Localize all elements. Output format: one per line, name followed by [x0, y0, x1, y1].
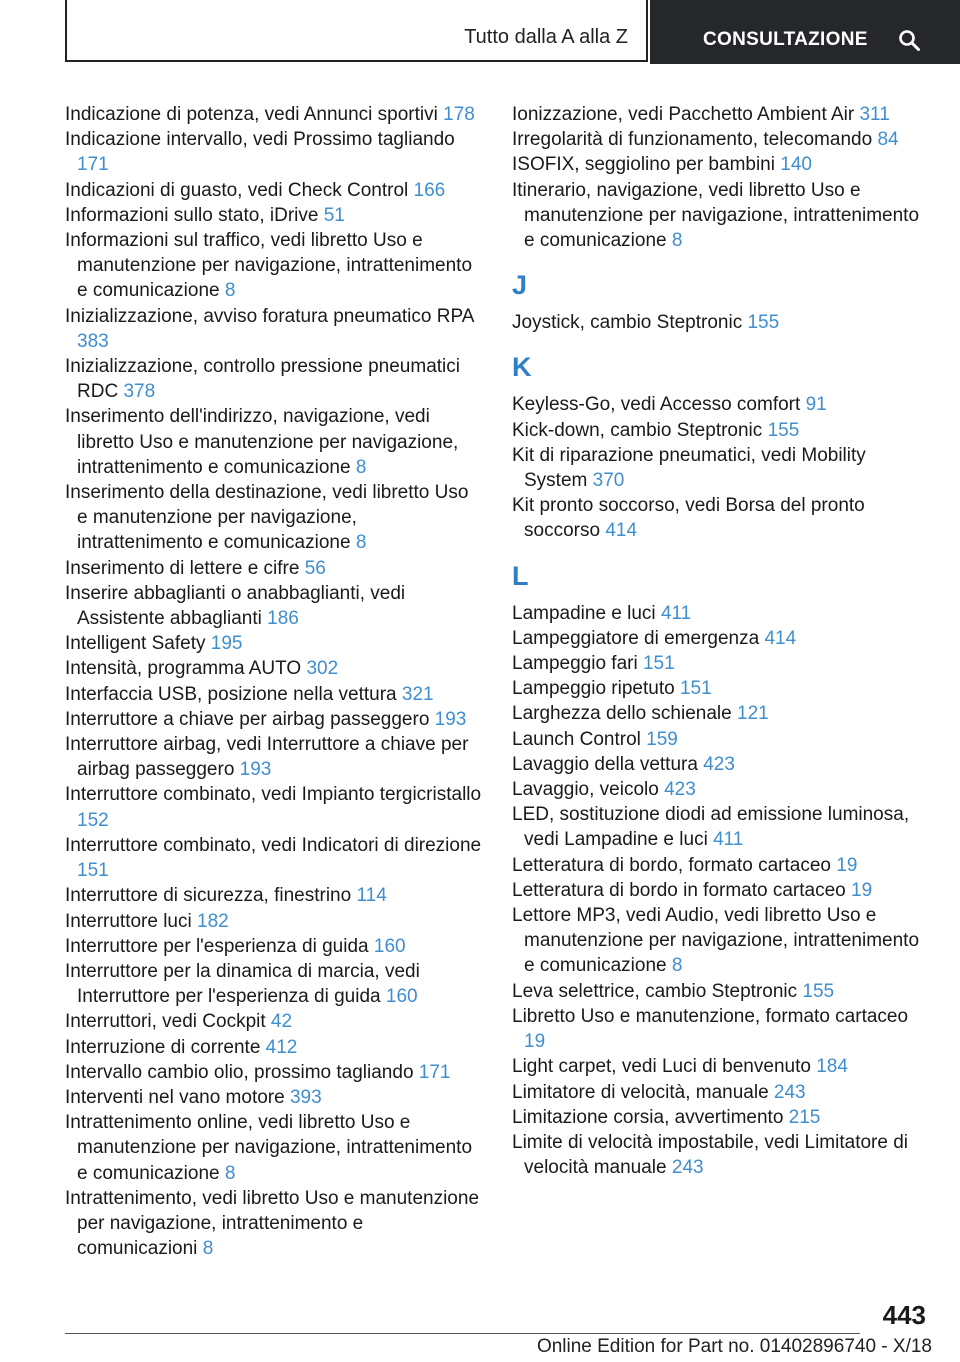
index-entry-text: Lampeggiatore di emergenza [512, 627, 760, 649]
index-entry-text: Lettore MP3, vedi Audio, vedi libretto Uso e manutenzione per navigazione, intrattenimento e comunicazione [512, 905, 920, 977]
index-entry-text: Libretto Uso e manutenzione, formato cartaceo [512, 1005, 909, 1027]
index-entry-text: Lavaggio della vettura [512, 753, 698, 775]
index-entry [65, 102, 483, 127]
index-column-right [512, 102, 930, 1180]
index-entry-text: Inizializzazione, avviso foratura pneumatico RPA [65, 305, 474, 327]
index-page-link[interactable]: 321 [401, 683, 434, 705]
index-entry [512, 127, 930, 152]
index-entry-text: Joystick, cambio Steptronic [512, 312, 743, 334]
index-entry [512, 1054, 930, 1079]
index-entry-text: Informazioni sullo stato, iDrive [65, 204, 319, 226]
index-entry-text: Intensità, programma AUTO [65, 658, 302, 680]
index-page-link[interactable]: 151 [77, 860, 109, 882]
index-entry [65, 404, 483, 480]
index-entry-text: Lampeggio fari [512, 653, 638, 675]
index-entry-text: Limite di velocità impostabile, vedi Limitatore di velocità manuale [512, 1131, 909, 1179]
index-group-l [512, 601, 930, 1181]
index-page-link[interactable]: 140 [780, 154, 812, 176]
index-page-link[interactable]: 19 [836, 854, 858, 876]
index-entry [65, 1035, 483, 1060]
index-entry [65, 631, 483, 656]
index-entry-text: Interruzione di corrente [65, 1036, 261, 1058]
index-entry-text: Letteratura di bordo in formato cartaceo [512, 879, 846, 901]
index-entry [65, 1110, 483, 1186]
index-entry [512, 979, 930, 1004]
index-page-link[interactable]: 370 [592, 470, 625, 492]
index-page-link[interactable]: 393 [289, 1086, 322, 1108]
index-entry-text: Interruttore luci [65, 910, 192, 932]
index-page-link[interactable]: 378 [123, 381, 156, 403]
index-entry-text: LED, sostituzione diodi ad emissione luminosa, vedi Lampadine e luci [512, 804, 910, 851]
index-entry-text: Launch Control [512, 728, 641, 750]
index-entry-text: Interruttori, vedi Cockpit [65, 1011, 266, 1033]
index-entry-text: Inserimento della destinazione, vedi libretto Uso e manutenzione per navigazione, intrattenimento e comunicazione [65, 482, 469, 554]
index-page-link[interactable]: 302 [306, 658, 339, 680]
index-entry-text: Inizializzazione, controllo pressione pneumatici RDC [65, 356, 460, 403]
index-page-link[interactable]: 186 [267, 608, 299, 630]
index-page-link[interactable]: 152 [77, 809, 109, 831]
index-entry-text: Interventi nel vano motore [65, 1086, 285, 1108]
index-page-link[interactable]: 155 [767, 419, 800, 441]
index-entry-text: Interruttore per l'esperienza di guida [65, 935, 369, 957]
index-page-link[interactable]: 215 [788, 1106, 821, 1128]
index-page-link[interactable]: 84 [877, 129, 899, 151]
index-entry [512, 152, 930, 177]
index-entry [512, 1004, 930, 1054]
index-entry [512, 777, 930, 802]
footer-text: Online Edition for Part no. 01402896740 - X/18 [536, 1336, 932, 1357]
index-page-link[interactable]: 171 [77, 154, 109, 176]
index-entry-text: Lampeggio ripetuto [512, 678, 675, 700]
index-entry [65, 883, 483, 908]
index-entry [65, 228, 483, 304]
index-page-link[interactable]: 423 [664, 779, 696, 801]
index-letter-k: K [512, 352, 532, 383]
index-page-link[interactable]: 151 [642, 653, 675, 675]
index-entry [512, 752, 930, 777]
search-icon [897, 28, 921, 52]
index-entry [65, 656, 483, 681]
section-title: Tutto dalla A alla Z [464, 26, 628, 48]
index-entry-text: Limitazione corsia, avvertimento [512, 1106, 784, 1128]
index-entry-text: Kick-down, cambio Steptronic [512, 419, 763, 441]
index-entry-text: Interruttore a chiave per airbag passeggero [65, 708, 430, 730]
index-page-link[interactable]: 243 [773, 1081, 806, 1103]
index-entry [512, 802, 930, 852]
index-page-link[interactable]: 19 [524, 1031, 546, 1053]
index-page-link[interactable]: 383 [77, 330, 109, 352]
index-entry-text: Intrattenimento, vedi libretto Uso e manutenzione per navigazione, intrattenimento e comunicazioni [65, 1187, 480, 1260]
index-page-link[interactable]: 51 [323, 204, 345, 226]
index-entry-text: Interruttore di sicurezza, finestrino [65, 885, 352, 907]
index-page-link[interactable]: 243 [671, 1157, 704, 1179]
index-page-link[interactable]: 159 [646, 728, 678, 750]
index-entry [512, 102, 930, 127]
index-entry [65, 203, 483, 228]
index-entry [512, 418, 930, 443]
index-page-link[interactable]: 311 [859, 104, 890, 125]
index-entry [65, 682, 483, 707]
index-entry [65, 1085, 483, 1110]
index-entry-text: Indicazioni di guasto, vedi Check Control [65, 179, 409, 201]
index-entry-text: Interruttore combinato, vedi Impianto tergicristallo [65, 784, 482, 806]
index-entry [65, 127, 483, 177]
index-page-link[interactable]: 411 [660, 602, 692, 624]
index-page-link[interactable]: 8 [355, 532, 367, 554]
index-entry-text: Leva selettrice, cambio Steptronic [512, 980, 798, 1002]
index-entry [512, 443, 930, 493]
index-entry-text: Intelligent Safety [65, 633, 206, 655]
index-page-link[interactable]: 414 [764, 627, 797, 649]
index-entry [512, 493, 930, 543]
index-entry [512, 727, 930, 752]
page-header [0, 0, 960, 66]
page-number: 443 [882, 1300, 926, 1330]
index-entry [65, 707, 483, 732]
index-page-link[interactable]: 195 [210, 633, 243, 655]
chapter-tab [650, 0, 960, 64]
index-entry [512, 676, 930, 701]
index-entry [65, 304, 483, 354]
index-group-j [512, 310, 930, 335]
index-page-link[interactable]: 8 [224, 280, 236, 302]
index-page-link[interactable]: 160 [373, 935, 406, 957]
index-entry-text: Indicazione intervallo, vedi Prossimo tagliando [65, 129, 455, 151]
index-page-link[interactable]: 8 [671, 230, 683, 252]
index-page-link[interactable]: 42 [270, 1011, 293, 1033]
index-entry [65, 833, 483, 883]
index-page-link[interactable]: 178 [443, 104, 475, 125]
index-entry-text: Larghezza dello schienale [512, 703, 732, 725]
index-entry [65, 354, 483, 404]
index-page-link[interactable]: 184 [816, 1056, 848, 1078]
index-entry [512, 903, 930, 979]
index-entry [65, 934, 483, 959]
index-entry-text: Inserimento di lettere e cifre [65, 557, 300, 579]
index-entry [65, 581, 483, 631]
index-entry-text: Kit di riparazione pneumatici, vedi Mobility System [512, 444, 866, 492]
index-entry [512, 878, 930, 903]
index-entry-text: Inserire abbaglianti o anabbaglianti, vedi Assistente abbaglianti [65, 582, 406, 630]
index-entry [512, 1105, 930, 1130]
index-page-link[interactable]: 8 [224, 1162, 236, 1184]
index-entry [65, 1009, 483, 1034]
index-entry [65, 1060, 483, 1085]
index-page-link[interactable]: 91 [805, 394, 827, 416]
index-entry-text: Indicazione di potenza, vedi Annunci sportivi [65, 104, 438, 125]
index-letter-j: J [512, 270, 528, 301]
index-entry-text: Interruttore combinato, vedi Indicatori di direzione [65, 834, 482, 856]
index-page-link[interactable]: 8 [202, 1238, 214, 1260]
index-page-link[interactable]: 171 [418, 1061, 451, 1083]
index-entry [512, 178, 930, 254]
index-page-link[interactable]: 155 [802, 980, 835, 1002]
section-tab [65, 0, 648, 62]
index-entry [65, 909, 483, 934]
index-entry [512, 392, 930, 417]
index-page-link[interactable]: 151 [679, 678, 712, 700]
index-entry [65, 782, 483, 832]
index-entry [65, 1186, 483, 1262]
index-entry [512, 310, 930, 335]
index-entry-text: Interfaccia USB, posizione nella vettura [65, 683, 397, 705]
index-entry [65, 556, 483, 581]
index-entry [512, 853, 930, 878]
index-page-link[interactable]: 19 [851, 879, 873, 901]
index-entry-text: Limitatore di velocità, manuale [512, 1081, 769, 1103]
index-entry [512, 701, 930, 726]
index-entry [65, 959, 483, 1009]
index-entry-text: Inserimento dell'indirizzo, navigazione, vedi libretto Uso e manutenzione per navigazione, intrattenimento e comunicazione [65, 406, 459, 478]
footer-divider [65, 1333, 860, 1334]
index-entry [65, 732, 483, 782]
index-page-link[interactable]: 423 [703, 753, 735, 775]
index-page-link[interactable]: 114 [356, 885, 387, 907]
index-entry-text: ISOFIX, seggiolino per bambini [512, 154, 775, 176]
index-page-link[interactable]: 414 [605, 520, 638, 542]
index-entry-text: Informazioni sul traffico, vedi libretto Uso e manutenzione per navigazione, intrattenimento e comunicazione [65, 230, 473, 302]
index-entry-text: Kit pronto soccorso, vedi Borsa del pronto soccorso [512, 495, 865, 542]
index-page-link[interactable]: 155 [747, 312, 780, 334]
index-page-link[interactable]: 411 [713, 829, 744, 851]
index-page-link[interactable]: 56 [304, 557, 326, 579]
index-group-k [512, 392, 930, 543]
index-page-link[interactable]: 8 [355, 456, 367, 478]
index-entry [65, 480, 483, 556]
index-entry-text: Ionizzazione, vedi Pacchetto Ambient Air [512, 104, 855, 125]
index-entry-text: Itinerario, navigazione, vedi libretto Uso e manutenzione per navigazione, intrattenimento e comunicazione [512, 179, 920, 252]
index-column-left [65, 102, 483, 1261]
index-entry-text: Keyless-Go, vedi Accesso comfort [512, 394, 801, 416]
index-entry-text: Intervallo cambio olio, prossimo tagliando [65, 1061, 414, 1083]
index-entry-text: Intrattenimento online, vedi libretto Uso e manutenzione per navigazione, intrattenimento e comunicazione [65, 1112, 473, 1184]
index-page-link[interactable]: 412 [265, 1036, 298, 1058]
index-entry-text: Interruttore airbag, vedi Interruttore a chiave per airbag passeggero [65, 734, 469, 781]
index-page-link[interactable]: 8 [671, 955, 683, 977]
index-entry-text: Lampadine e luci [512, 602, 656, 624]
index-entry-text: Light carpet, vedi Luci di benvenuto [512, 1056, 811, 1078]
index-group-i [512, 102, 930, 253]
index-page-link[interactable]: 121 [737, 703, 769, 725]
index-entry-text: Irregolarità di funzionamento, telecomando [512, 129, 873, 151]
chapter-title: CONSULTAZIONE [703, 29, 868, 50]
index-entry-text: Lavaggio, veicolo [512, 779, 659, 801]
index-entry-text: Interruttore per la dinamica di marcia, vedi Interruttore per l'esperienza di guida [65, 960, 420, 1008]
index-entry-text: Letteratura di bordo, formato cartaceo [512, 854, 831, 876]
index-entry [512, 1080, 930, 1105]
index-entry [512, 626, 930, 651]
index-page-link[interactable]: 160 [385, 986, 418, 1008]
index-entry [65, 178, 483, 203]
index-page-link[interactable]: 166 [413, 179, 446, 201]
index-entry [512, 651, 930, 676]
index-entry [512, 601, 930, 626]
index-entry [512, 1130, 930, 1180]
index-page-link[interactable]: 193 [239, 759, 272, 781]
index-page-link[interactable]: 182 [197, 910, 229, 932]
index-page-link[interactable]: 193 [434, 708, 467, 730]
index-letter-l: L [512, 560, 529, 591]
